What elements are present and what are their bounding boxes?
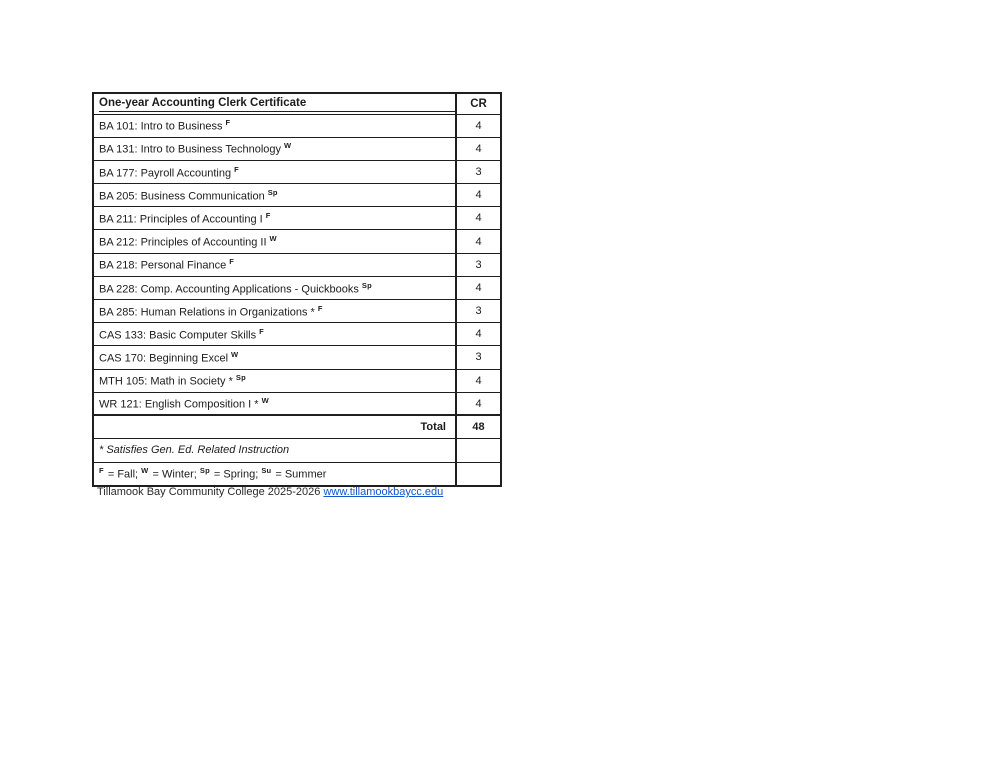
term-superscript: W xyxy=(141,466,149,476)
credit-cell: 4 xyxy=(456,276,501,299)
course-cell xyxy=(93,369,456,392)
term-label: = Summer xyxy=(272,468,327,481)
term-superscript: F xyxy=(225,118,231,128)
course-cell xyxy=(93,114,456,137)
course-name: BA 228: Comp. Accounting Applications - Quickbooks xyxy=(99,283,359,296)
term-legend xyxy=(93,462,456,486)
credit-cell: 3 xyxy=(456,346,501,369)
credit-cell: 3 xyxy=(456,160,501,183)
table-row xyxy=(93,160,501,183)
course-name: BA 205: Business Communication xyxy=(99,190,265,203)
credit-cell: 4 xyxy=(456,184,501,207)
total-value: 48 xyxy=(456,415,501,438)
term-superscript: Sp xyxy=(199,466,210,476)
course-cell xyxy=(93,160,456,183)
credit-cell: 3 xyxy=(456,300,501,323)
course-cell xyxy=(93,207,456,230)
course-name: BA 131: Intro to Business Technology xyxy=(99,144,282,157)
gen-ed-note: * Satisfies Gen. Ed. Related Instruction xyxy=(93,439,456,463)
course-name: CAS 170: Beginning Excel xyxy=(99,352,229,365)
course-name: BA 177: Payroll Accounting xyxy=(99,167,232,180)
course-rows xyxy=(93,114,501,415)
term-superscript: Sp xyxy=(235,373,246,383)
term-superscript: F xyxy=(229,257,234,267)
table-row xyxy=(93,346,501,369)
table-row xyxy=(93,392,501,415)
course-cell xyxy=(93,276,456,299)
term-superscript: F xyxy=(317,303,323,313)
term-superscript: Sp xyxy=(267,187,278,197)
certificate-table xyxy=(92,92,502,487)
table-row xyxy=(93,207,501,230)
course-cell xyxy=(93,184,456,207)
course-name: BA 212: Principles of Accounting II xyxy=(99,236,267,249)
course-cell xyxy=(93,323,456,346)
table-row xyxy=(93,300,501,323)
course-name: BA 285: Human Relations in Organizations * xyxy=(99,306,315,319)
course-name: MTH 105: Math in Society * xyxy=(99,375,233,388)
term-superscript: W xyxy=(231,350,239,360)
table-row xyxy=(93,276,501,299)
credit-cell: 3 xyxy=(456,253,501,276)
credit-cell: 4 xyxy=(456,114,501,137)
term-label: = Winter; xyxy=(149,468,200,481)
caption-text: Tillamook Bay Community College 2025-2026 xyxy=(97,486,324,498)
credit-cell: 4 xyxy=(456,323,501,346)
table-row xyxy=(93,137,501,160)
total-row xyxy=(93,415,501,438)
term-superscript: Su xyxy=(261,466,272,476)
header-row xyxy=(93,93,501,114)
term-superscript: F xyxy=(265,211,271,221)
term-superscript: F xyxy=(99,466,104,476)
credit-cell: 4 xyxy=(456,137,501,160)
total-label: Total xyxy=(93,415,456,438)
term-superscript: F xyxy=(234,164,239,174)
table-row xyxy=(93,114,501,137)
course-cell xyxy=(93,230,456,253)
table-title: One-year Accounting Clerk Certificate xyxy=(99,97,455,112)
course-cell xyxy=(93,300,456,323)
course-cell xyxy=(93,392,456,415)
course-cell xyxy=(93,137,456,160)
course-name: BA 101: Intro to Business xyxy=(99,120,223,133)
course-name: BA 211: Principles of Accounting I xyxy=(99,213,263,226)
table-row xyxy=(93,253,501,276)
credit-cell: 4 xyxy=(456,207,501,230)
caption xyxy=(97,486,443,498)
credit-cell: 4 xyxy=(456,392,501,415)
college-website-link[interactable]: www.tillamookbaycc.edu xyxy=(323,486,444,498)
empty-credit-cell xyxy=(456,462,501,486)
term-superscript: F xyxy=(259,326,264,336)
term-superscript: W xyxy=(261,396,269,406)
course-name: WR 121: English Composition I * xyxy=(99,398,259,411)
course-name: BA 218: Personal Finance xyxy=(99,260,227,273)
term-label: = Spring; xyxy=(210,468,262,481)
credit-cell: 4 xyxy=(456,230,501,253)
course-cell xyxy=(93,253,456,276)
term-superscript: W xyxy=(284,141,292,151)
term-superscript: W xyxy=(269,234,277,244)
table-row xyxy=(93,184,501,207)
course-cell xyxy=(93,346,456,369)
table-row xyxy=(93,323,501,346)
term-superscript: Sp xyxy=(361,280,372,290)
table-row xyxy=(93,230,501,253)
course-name: CAS 133: Basic Computer Skills xyxy=(99,329,257,342)
term-label: = Fall; xyxy=(104,468,142,481)
table-row xyxy=(93,369,501,392)
empty-credit-cell xyxy=(456,439,501,463)
credits-column-header: CR xyxy=(456,93,501,114)
credit-cell: 4 xyxy=(456,369,501,392)
gen-ed-note-row xyxy=(93,439,501,463)
term-legend-row xyxy=(93,462,501,486)
table-title-cell xyxy=(93,93,456,114)
